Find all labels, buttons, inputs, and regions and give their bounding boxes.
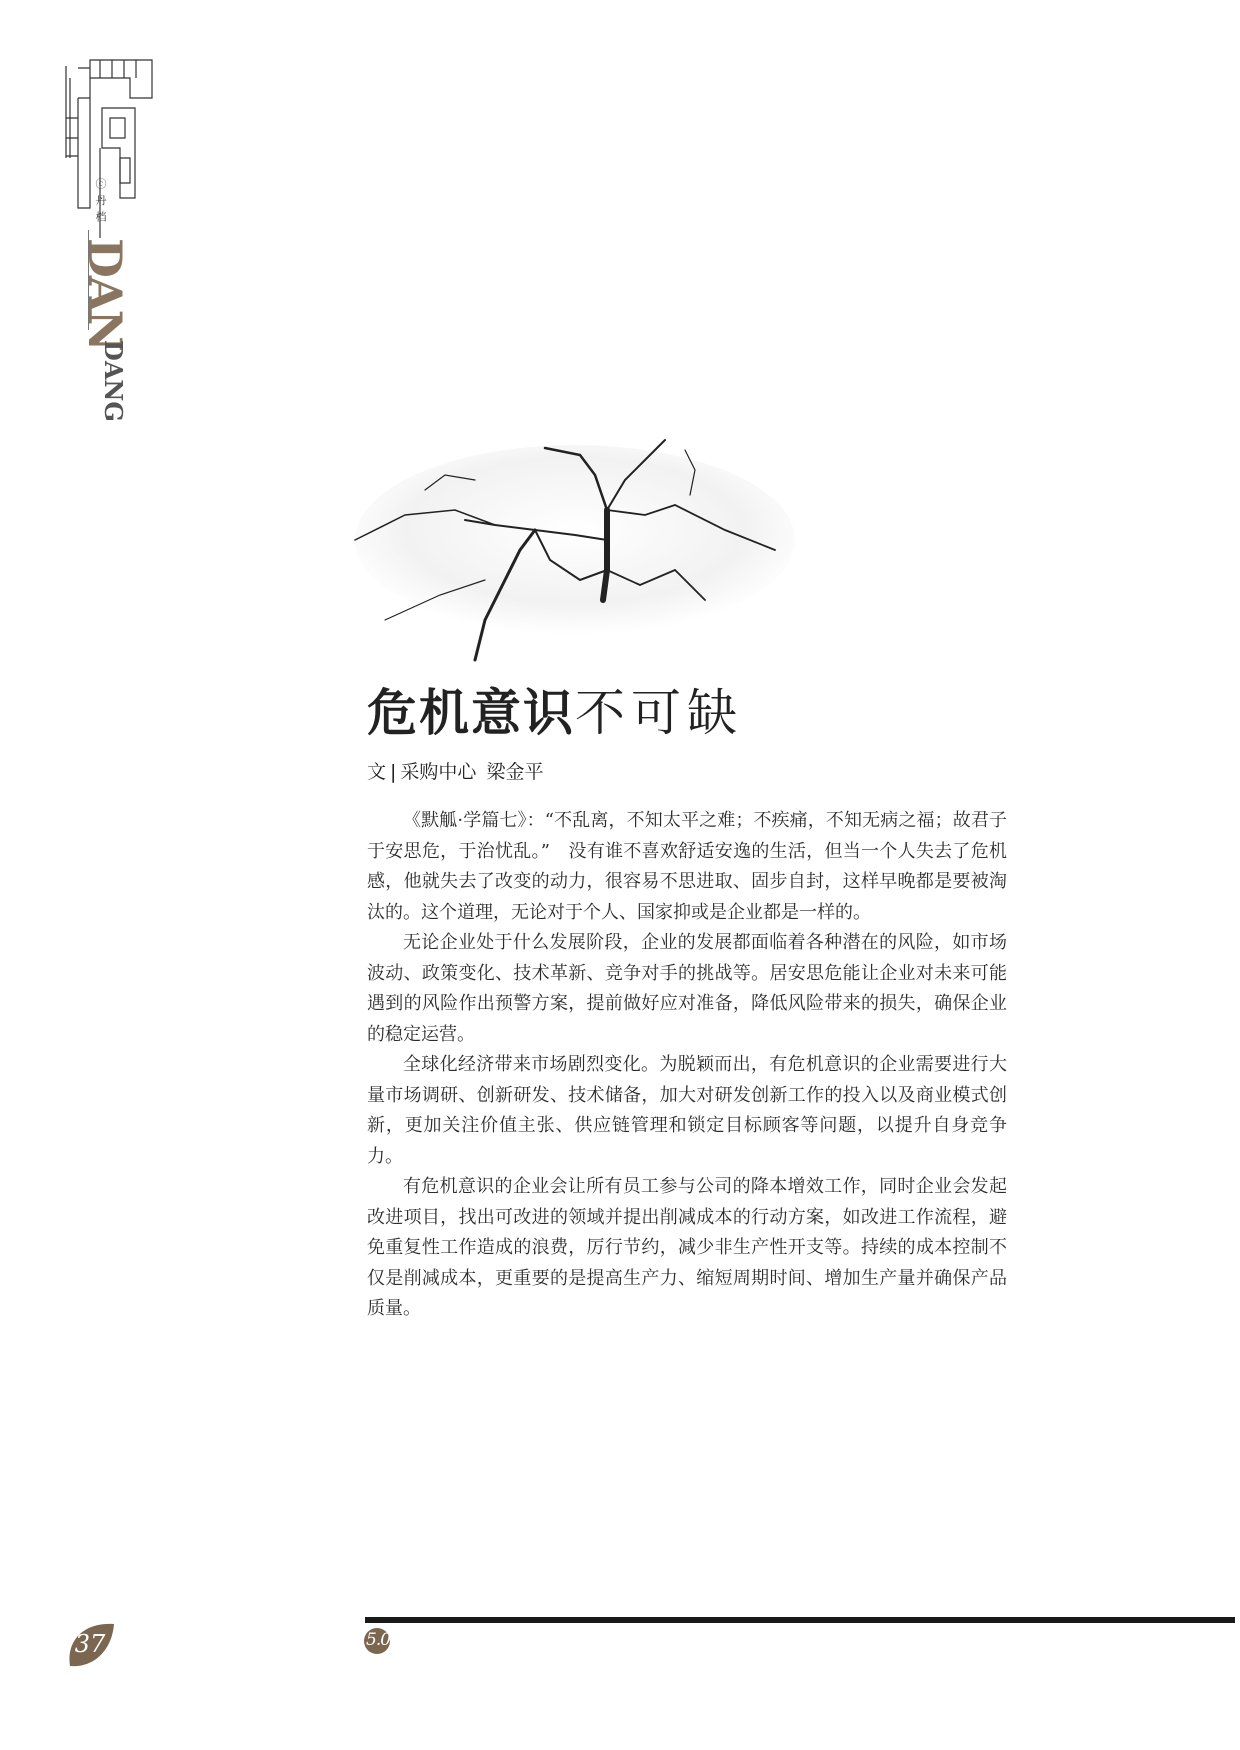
title-light: 不可缺 xyxy=(575,684,743,742)
building-logo-icon xyxy=(60,58,175,238)
side-dang-text: DANG xyxy=(99,340,128,422)
footer-badge: 5.0 xyxy=(366,1630,391,1650)
article-body xyxy=(367,806,1007,1325)
side-dan-text: DAN xyxy=(78,238,132,350)
title-bold: 危机意识 xyxy=(367,684,575,742)
cracked-ground-illustration xyxy=(345,420,805,680)
byline-separator: | xyxy=(390,761,397,783)
paragraph: 有危机意识的企业会让所有员工参与公司的降本增效工作，同时企业会发起改进项目，找出可改进的领域并提出削减成本的行动方案，如改进工作流程，避免重复性工作造成的浪费，厉行节约，减少非生产性开支等。持续的成本控制不仅是削减成本，更重要的是提高生产力、缩短周期时间、增加生产量并确保产品质量。 xyxy=(367,1176,1007,1319)
side-vertical-label: ⓒ 丹 档 xyxy=(94,178,107,223)
footer-divider xyxy=(365,1617,1235,1623)
article-byline xyxy=(367,757,543,784)
page-number: 37 xyxy=(74,1630,106,1658)
article-title xyxy=(367,684,743,742)
paragraph: 《默觚·学篇七》：“不乱离，不知太平之难；不疾痛，不知无病之福；故君子于安思危，于治忧乱。” 没有谁不喜欢舒适安逸的生活，但当一个人失去了危机感，他就失去了改变的动力，很容易不思进取、固步自封，这样早晚都是要被淘汰的。这个道理，无论对于个人、国家抑或是企业都是一样的。 xyxy=(367,810,1007,923)
byline-prefix: 文 xyxy=(367,761,387,783)
byline-author: 梁金平 xyxy=(486,761,544,783)
paragraph: 无论企业处于什么发展阶段，企业的发展都面临着各种潜在的风险，如市场波动、政策变化、技术革新、竞争对手的挑战等。居安思危能让企业对未来可能遇到的风险作出预警方案，提前做好应对准备，降低风险带来的损失，确保企业的稳定运营。 xyxy=(367,932,1007,1045)
paragraph: 全球化经济带来市场剧烈变化。为脱颖而出，有危机意识的企业需要进行大量市场调研、创新研发、技术储备，加大对研发创新工作的投入以及商业模式创新，更加关注价值主张、供应链管理和锁定目标顾客等问题，以提升自身竞争力。 xyxy=(367,1054,1007,1167)
byline-department: 采购中心 xyxy=(400,761,477,783)
